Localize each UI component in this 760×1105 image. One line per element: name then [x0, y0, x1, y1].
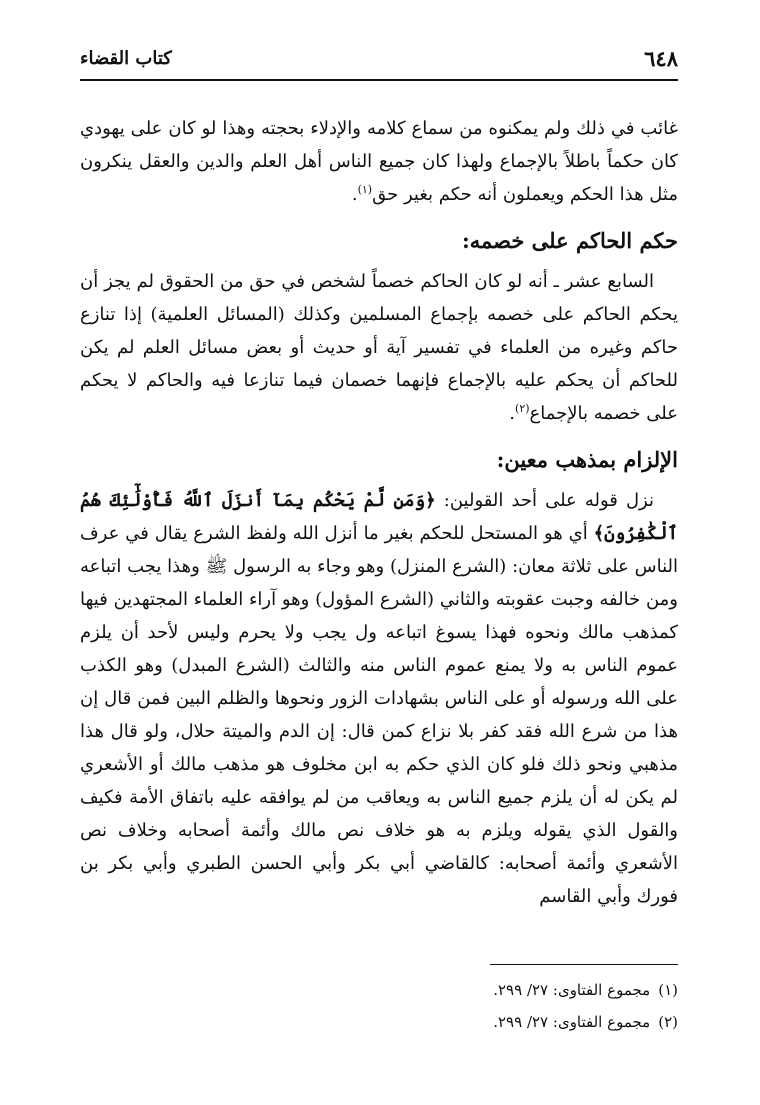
page-header [80, 46, 678, 78]
paragraph-2-text: السابع عشر ـ أنه لو كان الحاكم خصماً لشخص في حق من الحقوق لم يجز أن يحكم الحاكم على خصمه بإجماع المسلمين وكذلك (المسائل العلمية) إذا تنازع حاكم وغيره من العلماء في تفسير آية أو حديث أو بعض مسائل العلم لم يكن للحاكم أن يحكم عليه بالإجماع فإنهما خصمان فيما تنازعا فيه والحاكم لا يحكم على خصمه بالإجماع [80, 271, 678, 424]
footnote-number: (٢) [658, 1013, 678, 1031]
paragraph-1-text: غائب في ذلك ولم يمكنوه من سماع كلامه والإدلاء بحجته وهذا لو كان على يهودي كان حكماً باطلاً بالإجماع ولهذا كان جميع الناس أهل العلم والدين والعقل ينكرون مثل هذا الحكم ويعملون أنه حكم بغير حق [80, 118, 678, 205]
paragraph-3-text: أي هو المستحل للحكم بغير ما أنزل الله ولفظ الشرع يقال في عرف الناس على ثلاثة معان: (الشرع المنزل) وهو وجاء به الرسول ﷺ وهذا يجب اتباعه ومن خالفه وجبت عقوبته والثاني (الشرع المؤول) وهو آراء العلماء المجتهدين فيها كمذهب مالك ونحوه فهذا يسوغ اتباعه ول يجب ولا يحرم وليس لأحد أن يلزم عموم الناس به ولا يمنع عموم الناس منه والثالث (الشرع المبدل) وهو الكذب على الله ورسوله أو على الناس بشهادات الزور ونحوها والظلم البين فمن قال إن هذا من شرع الله فقد كفر بلا نزاع كمن قال: إن الدم والميتة حلال، ولو قال هذا مذهبي ونحو ذلك فلو كان الذي حكم به ابن مخلوف هو مذهب مالك أو الأشعري لم يكن له أن يلزم جميع الناس به ويعاقب من لم يوافقه عليه باتفاق الأمة فكيف والقول الذي يقوله ويلزم به هو خلاف نص مالك وأئمة أصحابه وخلاف نص الأشعري وأئمة أصحابه: كالقاضي أبي بكر وأبي الحسن الطبري وأبي بكر بن فورك وأبي القاسم [80, 523, 678, 907]
footnote-text: مجموع الفتاوى: ٢٧/ ٢٩٩. [493, 1013, 651, 1031]
footnote-2 [378, 1006, 678, 1038]
footnote-1 [378, 974, 678, 1006]
running-title: كتاب القضاء [80, 48, 172, 69]
footnotes [378, 974, 678, 1038]
header-divider [80, 79, 678, 81]
paragraph-3 [80, 484, 678, 913]
paragraph-3-start: نزل قوله على أحد القولين: [435, 490, 654, 511]
footnote-text: مجموع الفتاوى: ٢٧/ ٢٩٩. [493, 981, 651, 999]
section-heading-1: حكم الحاكم على خصمه: [462, 228, 678, 253]
paragraph-2-end: . [509, 403, 516, 424]
page-body [80, 112, 678, 913]
paragraph-1 [80, 112, 678, 211]
quran-verse: ﴿وَمَن لَّمْ يَحْكُم بِمَآ أَنزَلَ ٱللَّهُ فَأُوْلَٰٓئِكَ هُمُ ٱلْكَٰفِرُونَ﴾ [80, 490, 678, 544]
footnote-number: (١) [658, 981, 678, 999]
section-heading-2: الإلزام بمذهب معين: [496, 447, 678, 472]
paragraph-1-end: . [351, 184, 358, 205]
footnote-ref-2[interactable]: (٢) [515, 402, 530, 415]
footnote-divider [490, 964, 678, 965]
page-number: ٦٤٨ [644, 46, 678, 71]
footnote-ref-1[interactable]: (١) [357, 183, 373, 196]
paragraph-2 [80, 265, 678, 430]
